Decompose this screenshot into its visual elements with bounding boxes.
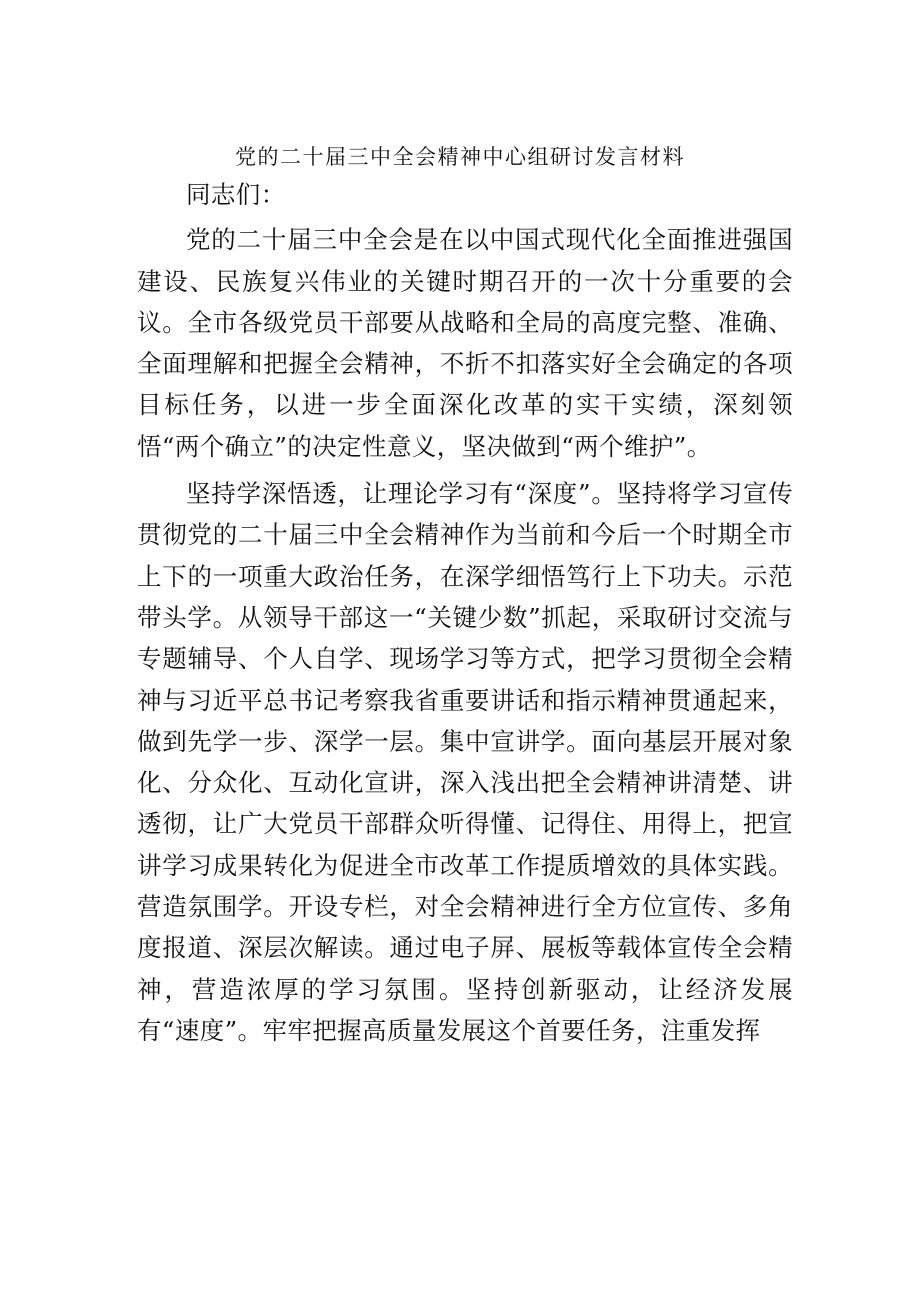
document-title: 党的二十届三中全会精神中心组研讨发言材料 (235, 145, 685, 169)
document-body (137, 168, 793, 1057)
paragraph-intro: 党的二十届三中全会是在以中国式现代化全面推进强国建设、民族复兴伟业的关键时期召开的一次十分重要的会议。全市各级党员干部要从战略和全局的高度完整、准确、全面理解和把握全会精神，不折不扣落实好全会确定的各项目标任务，以进一步全面深化改革的实干实绩，深刻领悟“两个确立”的决定性意义，坚决做到“两个维护”。 (137, 225, 793, 461)
salutation: 同志们： (186, 180, 286, 209)
paragraph-study: 坚持学深悟透，让理论学习有“深度”。坚持将学习宣传贯彻党的二十届三中全会精神作为当前和今后一个时期全市上下的一项重大政治任务，在深学细悟笃行上下功夫。示范带头学。从领导干部这一“关键少数”抓起，采取研讨交流与专题辅导、个人自学、现场学习等方式，把学习贯彻全会精神与习近平总书记考察我省重要讲话和指示精神贯通起来，做到先学一步、深学一层。集中宣讲学。面向基层开展对象化、分众化、互动化宣讲，深入浅出把全会精神讲清楚、讲透彻，让广大党员干部群众听得懂、记得住、用得上，把宣讲学习成果转化为促进全市改革工作提质增效的具体实践。营造氛围学。开设专栏，对全会精神进行全方位宣传、多角度报道、深层次解读。通过电子屏、展板等载体宣传全会精神，营造浓厚的学习氛围。坚持创新驱动，让经济发展有“速度”。牢牢把握高质量发展这个首要任务，注重发挥 (137, 479, 793, 1045)
